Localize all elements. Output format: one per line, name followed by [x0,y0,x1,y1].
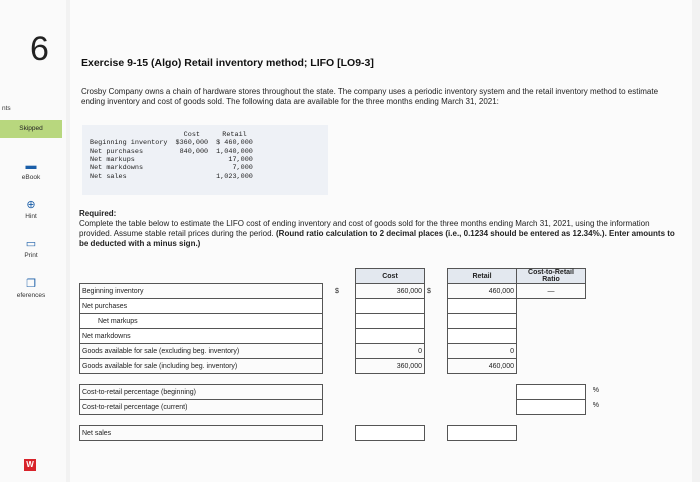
data-row-label: Net markdowns [90,164,144,173]
row-label-pct-beginning: Cost-to-retail percentage (beginning) [80,385,323,400]
table-row [80,344,586,359]
data-row-retail: 7,000 [232,164,253,173]
data-row-label: Net sales [90,172,127,181]
printer-icon: ▭ [25,238,37,250]
data-row-label: Net markups [90,156,135,165]
data-row [86,156,257,164]
goods-excl-cost-value: 0 [356,344,425,359]
beginning-ratio-dash: — [517,284,586,299]
data-row-cost [172,172,213,180]
table-row [80,359,586,374]
hint-label: Hint [25,213,37,220]
goods-incl-cost-value: 360,000 [356,359,425,374]
question-number: 6 [30,30,49,68]
publisher-logo: W [24,459,36,471]
skipped-badge: Skipped [0,120,62,138]
ebook-button[interactable] [0,160,62,181]
print-label: Print [24,252,38,259]
sidebar [0,0,66,482]
percent-sign: % [592,387,599,394]
given-data-table [82,125,328,195]
book-icon: ▬ [25,160,37,172]
percent-sign: % [592,402,599,409]
worksheet [79,268,599,441]
row-label-markups: Net markups [80,314,323,329]
row-label-purchases: Net purchases [80,299,323,314]
required-note: (Round ratio calculation to 2 decimal places (i.e., 0.1234 should be entered as 12.34%.). Enter amounts to be deducted with a minus sign.) [79,229,675,248]
data-row-cost [172,156,213,164]
beginning-cost-value: 360,000 [356,284,425,299]
col-header-cost: Cost [356,269,425,284]
data-row-cost: $360,000 [175,139,209,148]
row-label-net-sales: Net sales [80,426,323,441]
table-row [80,426,586,441]
required-heading: Required: [79,209,117,218]
references-label: eferences [16,292,46,299]
row-label-beginning: Beginning inventory [80,284,323,299]
data-row-label: Beginning inventory [90,139,168,148]
table-row [80,400,586,415]
data-header-retail: Retail [222,131,247,140]
exercise-intro: Crosby Company owns a chain of hardware stores throughout the state. The company uses a periodic inventory system and the retail inventory method to estimate ending inventory and cost of goods sold. The following data are available for the three months ending March 31, 2021: [81,87,659,106]
table-row [80,284,586,299]
hint-button[interactable] [0,198,62,220]
points-label: nts [2,105,11,112]
markdowns-retail-input[interactable] [448,329,517,344]
dollar-sign: $ [335,287,339,295]
data-row [86,164,257,172]
question-panel [70,0,692,482]
beginning-retail-value: 460,000 [448,284,517,299]
data-row [86,139,257,147]
data-row-retail: 17,000 [228,156,253,165]
purchases-cost-input[interactable] [356,299,425,314]
table-row [80,299,586,314]
data-row-cost: 840,000 [179,147,209,156]
required-section [79,209,679,249]
table-row [80,314,586,329]
markups-retail-input[interactable] [448,314,517,329]
row-label-goods-excl: Goods available for sale (excluding beg. inventory) [80,344,323,359]
exercise-title: Exercise 9-15 (Algo) Retail inventory method; LIFO [LO9-3] [81,57,374,69]
lifebuoy-icon: ⊕ [26,199,36,211]
goods-incl-retail-value: 460,000 [448,359,517,374]
data-row-label: Net purchases [90,147,144,156]
markdowns-cost-input[interactable] [356,329,425,344]
data-row-retail: 1,040,000 [216,147,253,156]
net-sales-cost-input[interactable] [356,426,425,441]
data-row-retail: 1,023,000 [216,172,253,181]
markups-cost-input[interactable] [356,314,425,329]
references-button[interactable] [0,277,62,299]
table-row [80,385,586,400]
data-header-cost: Cost [183,131,200,140]
purchases-retail-input[interactable] [448,299,517,314]
data-row-retail: $ 460,000 [216,139,253,148]
data-row [86,172,257,180]
goods-excl-retail-value: 0 [448,344,517,359]
pct-current-input[interactable] [517,400,599,415]
net-sales-retail-input[interactable] [448,426,517,441]
pct-beginning-input[interactable] [517,385,599,400]
row-label-goods-incl: Goods available for sale (including beg. inventory) [80,359,323,374]
data-row [86,148,257,156]
table-row [80,329,586,344]
row-label-pct-current: Cost-to-retail percentage (current) [80,400,323,415]
dollar-sign: $ [427,287,431,295]
ebook-label: eBook [21,174,41,181]
required-text: Complete the table below to estimate the LIFO cost of ending inventory and cost of goods sold for the three months ending March 31, 2021, using the information provided. Assume stable retail prices during the period. [79,219,650,238]
references-icon: ❐ [26,278,36,290]
data-row-cost [172,164,213,172]
col-header-ratio: Cost-to-Retail Ratio [517,269,586,284]
row-label-markdowns: Net markdowns [80,329,323,344]
col-header-retail: Retail [448,269,517,284]
print-button[interactable] [0,237,62,259]
